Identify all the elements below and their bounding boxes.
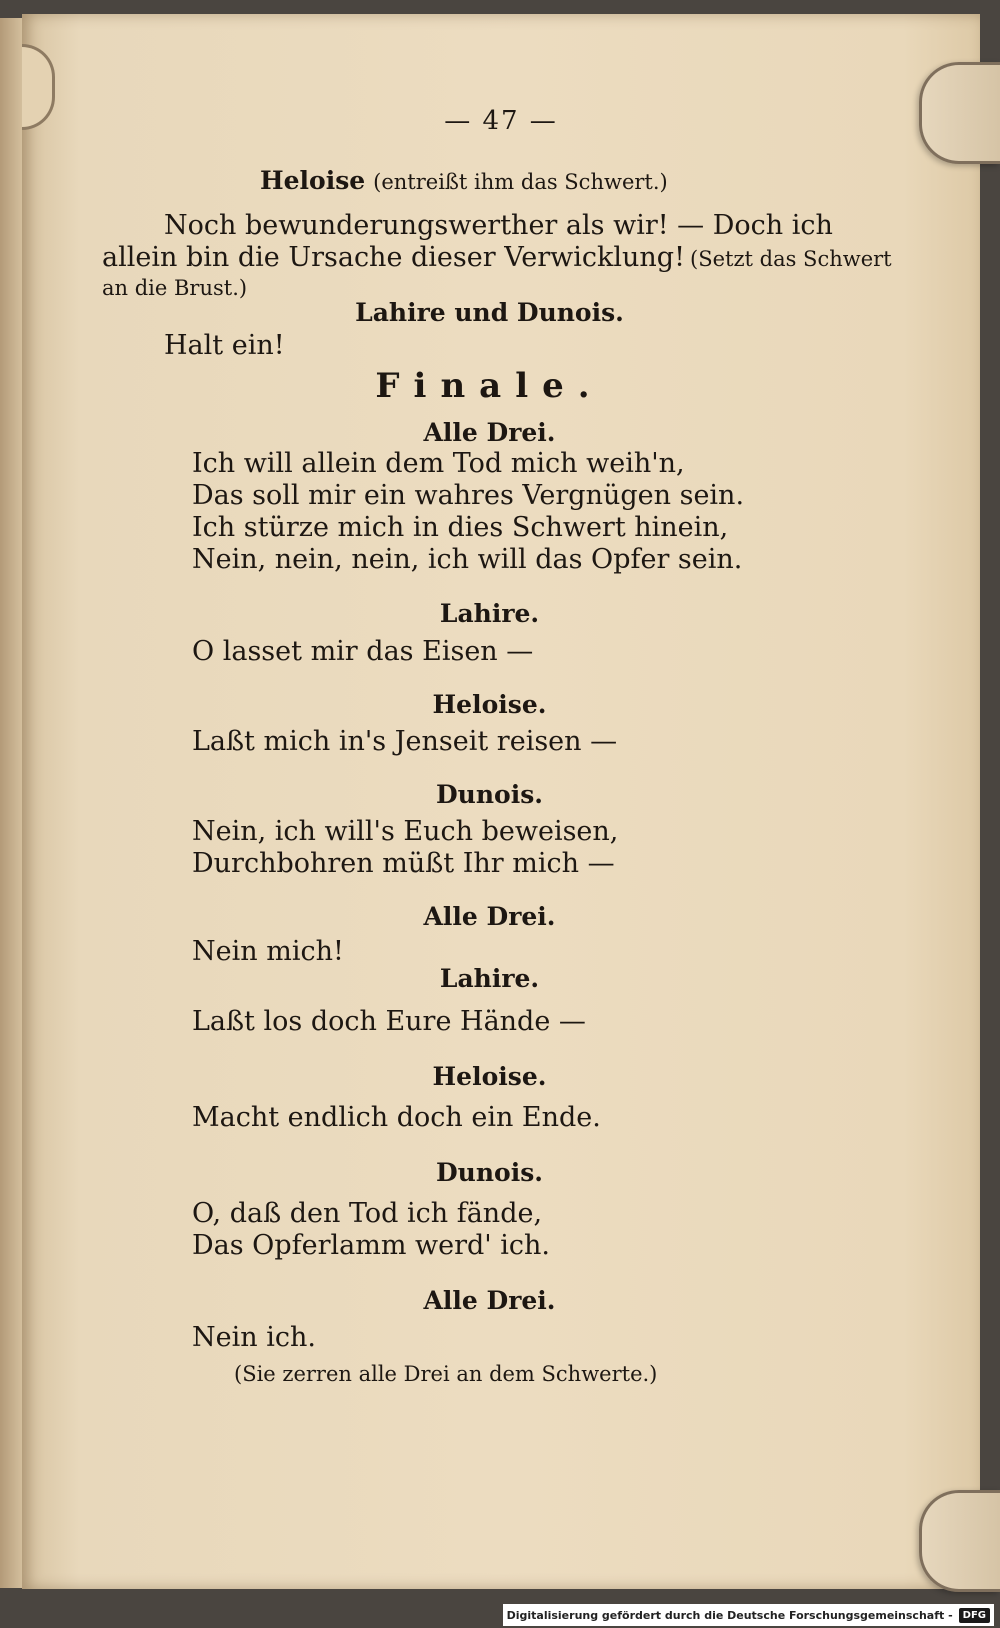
- speaker-lahire: Lahire.: [439, 599, 540, 628]
- verse-line: O lasset mir das Eisen —: [192, 636, 534, 667]
- stage-direction: (Sie zerren alle Drei an dem Schwerte.): [234, 1362, 658, 1386]
- verse-line: Nein, ich will's Euch beweisen,: [192, 816, 619, 847]
- verse-line: Ich stürze mich in dies Schwert hinein,: [192, 512, 729, 543]
- speaker-heloise: Heloise.: [432, 1062, 547, 1091]
- verse-line: Das soll mir ein wahres Vergnügen sein.: [192, 480, 745, 511]
- stage-direction: (Setzt das Schwert: [690, 247, 892, 271]
- verse-line: Halt ein!: [164, 330, 285, 361]
- speaker-alle-drei: Alle Drei.: [423, 902, 556, 931]
- book-page: [22, 14, 980, 1589]
- stage-direction: an die Brust.): [102, 276, 248, 300]
- verse-line: Laßt mich in's Jenseit reisen —: [192, 726, 618, 757]
- verse-line: Nein mich!: [192, 936, 344, 967]
- page-number: — 47 —: [444, 106, 558, 136]
- verse-line: Macht endlich doch ein Ende.: [192, 1102, 601, 1133]
- verse-line: Ich will allein dem Tod mich weih'n,: [192, 448, 685, 479]
- credit-text: Digitalisierung gefördert durch die Deutsche Forschungsgemeinschaft -: [506, 1608, 953, 1622]
- speaker-alle-drei: Alle Drei.: [423, 1286, 556, 1315]
- speaker-dunois: Dunois.: [436, 780, 543, 809]
- section-heading-finale: Finale.: [375, 366, 604, 406]
- prose-line: [102, 242, 892, 273]
- verse-line: Laßt los doch Eure Hände —: [192, 1006, 586, 1037]
- speaker-heloise: Heloise.: [432, 690, 547, 719]
- page-clip-top: [919, 62, 1000, 164]
- prose-text: allein bin die Ursache dieser Verwicklung!: [102, 242, 685, 273]
- stage-direction: (entreißt ihm das Schwert.): [373, 170, 668, 194]
- speaker-heloise: [260, 166, 668, 195]
- page-clip-bottom: [919, 1490, 1000, 1592]
- digitization-credit: [503, 1604, 994, 1626]
- verse-line: O, daß den Tod ich fände,: [192, 1198, 543, 1229]
- verse-line: Durchbohren müßt Ihr mich —: [192, 848, 615, 879]
- speaker-name: Heloise: [260, 166, 366, 195]
- verse-line: Nein, nein, nein, ich will das Opfer sein.: [192, 544, 743, 575]
- prose-line: Noch bewunderungswerther als wir! — Doch ich: [164, 210, 833, 241]
- speaker-lahire-dunois: Lahire und Dunois.: [355, 298, 624, 327]
- verse-line: Nein ich.: [192, 1322, 316, 1353]
- speaker-lahire: Lahire.: [439, 964, 540, 993]
- speaker-dunois: Dunois.: [436, 1158, 543, 1187]
- verse-line: Das Opferlamm werd' ich.: [192, 1230, 551, 1261]
- dfg-logo: DFG: [959, 1608, 990, 1623]
- speaker-alle-drei: Alle Drei.: [423, 418, 556, 447]
